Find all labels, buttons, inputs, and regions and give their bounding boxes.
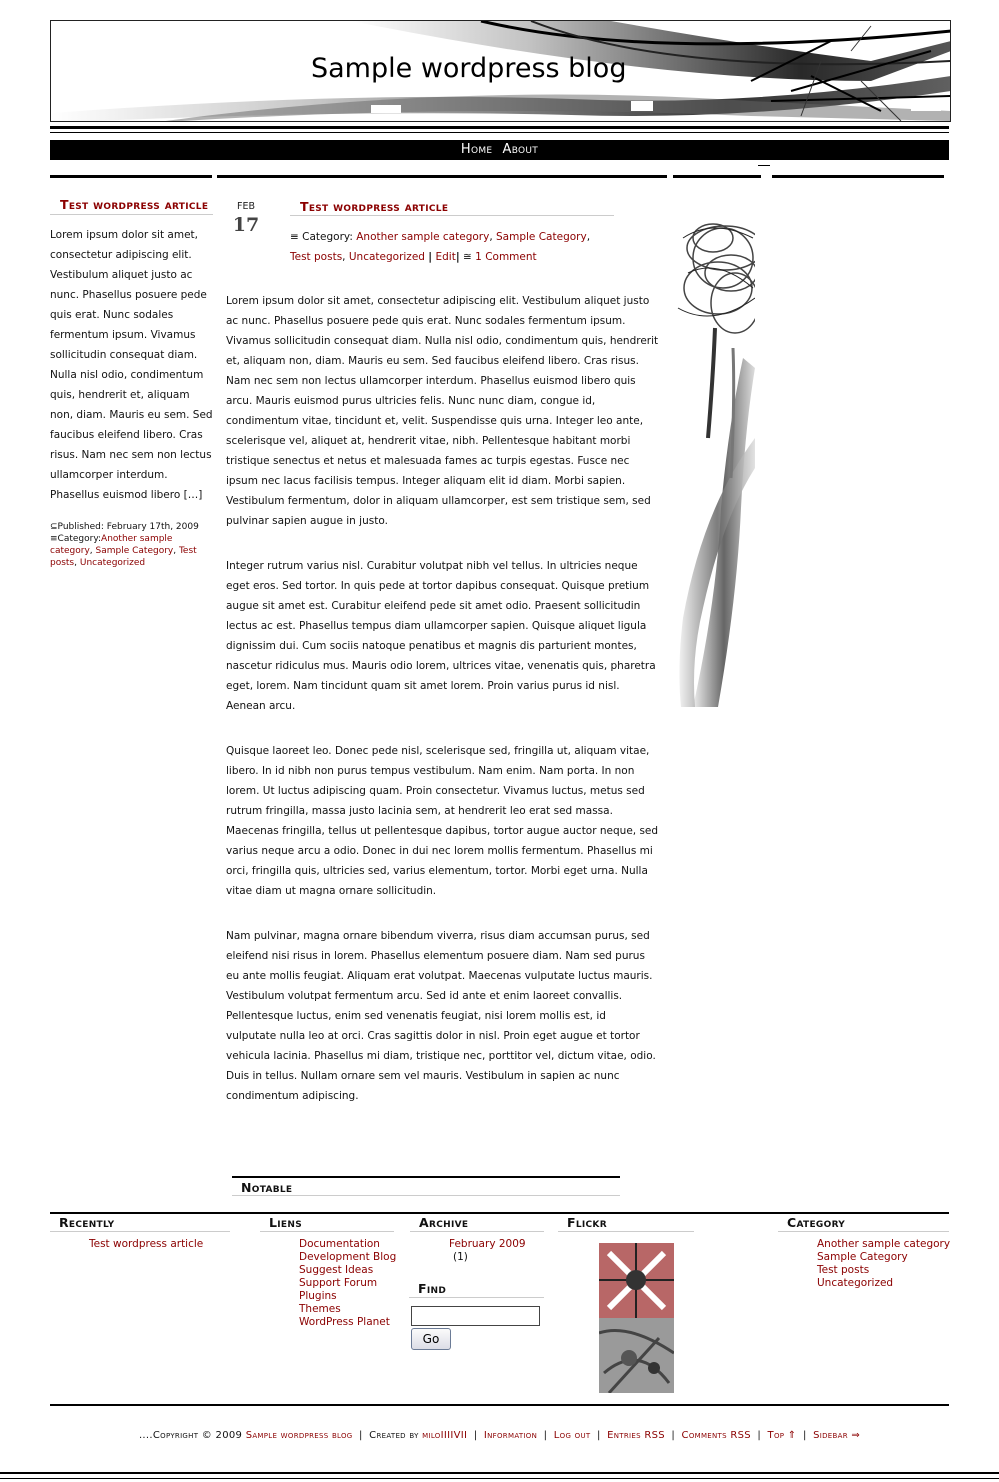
notable-rule <box>232 1176 620 1178</box>
footer-link-entries-rss[interactable]: Entries RSS <box>607 1430 665 1441</box>
widget-find <box>409 1282 544 1350</box>
published-date: Published: February 17th, 2009 <box>57 522 199 532</box>
search-input[interactable] <box>411 1306 540 1326</box>
main-nav <box>50 140 949 160</box>
left-post-meta: ⊆Published: February 17th, 2009 ≡Category:Another sample category, Sample Category, Test posts, Uncategorized <box>50 522 199 568</box>
post-paragraph: Integer rutrum varius nisl. Curabitur volutpat nibh vel tellus. In ultricies neque eget eros. Sed tortor. In quis pede at tortor dapibus consequat. Quisque pretium augue sit amet est. Curabitur eleifend pede sit amet odio. Praesent sollicitudin lectus ac est. Phasellus tempus diam ullamcorper sapien. Quisque aliquet ligula dignissim dui. Cum sociis natoque penatibus et magnis dis parturient montes, nascetur ridiculus mus. Mauris odio lorem, ultrices vitae, venenatis quis, pharetra eget, lorem. Nam tincidunt quam sit amet lorem. Proin varius purus id nisl. Aenean arcu. <box>226 560 656 712</box>
liens-link[interactable]: WordPress Planet <box>299 1316 390 1328</box>
widget-title-archive: Archive <box>410 1216 544 1232</box>
header-banner <box>50 20 951 122</box>
left-category-link[interactable]: Test posts <box>50 546 197 568</box>
archive-month-link[interactable]: February 2009 <box>449 1238 526 1250</box>
flickr-thumbnail[interactable] <box>599 1243 674 1393</box>
widget-title-category: Category <box>778 1216 949 1232</box>
left-post-title[interactable]: Test wordpress article <box>50 196 213 215</box>
column-marker <box>758 165 770 166</box>
left-category-link[interactable]: Uncategorized <box>79 558 146 568</box>
site-title[interactable]: Sample wordpress blog <box>311 53 627 84</box>
main-column-rule <box>217 175 667 178</box>
copyright-text: ....Copyright © 2009 <box>138 1430 243 1441</box>
post-date <box>226 201 266 236</box>
archive-count: (1) <box>453 1251 468 1263</box>
category-label: Category: <box>302 231 353 243</box>
published-icon: ⊆ <box>50 522 58 532</box>
liens-link[interactable]: Suggest Ideas <box>299 1264 374 1276</box>
header-divider <box>50 126 949 129</box>
footer-rule <box>50 1404 949 1406</box>
liens-link[interactable]: Support Forum <box>299 1277 378 1289</box>
post-paragraph: Lorem ipsum dolor sit amet, consectetur adipiscing elit. Vestibulum aliquet justo ac nunc. Phasellus posuere pede quis erat. Nunc sodales fermentum ipsum. Vivamus sollicitudin consequat diam. Nulla nisl odio, condimentum quis, hendrerit et, aliquam non, diam. Mauris eu sem. Sed faucibus eleifend libero. Cras risus. Nam nec sem non lectus ullamcorper interdum. Phasellus euismod libero quis arcu. Mauris euismod purus ultricies felis. Nunc nunc diam, congue id, condimentum vitae, tincidunt et, velit. Suspendisse quis urna. Integer leo ante, scelerisque vel, aliquet at, hendrerit vitae, nibh. Pellentesque habitant morbi tristique senectus et netus et malesuada fames ac turpis egestas. Fusce nec ipsum nec lacus facilisis tempus. Integer aliquam elit id diam. Morbi sapien. Vestibulum fermentum, dolor in aliquam ullamcorper, est sem tristique sem, sed pulvinar sapien augue in justo. <box>226 295 659 527</box>
left-post-excerpt: Lorem ipsum dolor sit amet, consectetur adipiscing elit. Vestibulum aliquet justo ac nunc. Phasellus posuere pede quis erat. Nunc sodales fermentum ipsum. Vivamus sollicitudin consequat diam. Nulla nisl odio, condimentum quis, hendrerit et, aliquam non, diam. Mauris eu sem. Sed faucibus eleifend libero. Cras risus. Nam nec sem non lectus ullamcorper interdum. Phasellus euismod libero […] <box>50 229 213 501</box>
widget-title-liens: Liens <box>260 1216 394 1232</box>
left-column-rule <box>50 175 212 178</box>
widget-archive <box>410 1216 544 1264</box>
notable-title: Notable <box>232 1180 620 1196</box>
post-body <box>226 291 659 1131</box>
widget-title-recently: Recently <box>50 1216 230 1232</box>
post-date-month: FEB <box>237 201 255 212</box>
footer-link-comments-rss[interactable]: Comments RSS <box>681 1430 751 1441</box>
recent-post-link[interactable]: Test wordpress article <box>89 1238 204 1250</box>
nav-item-about[interactable]: About <box>502 142 539 157</box>
widget-recently <box>50 1216 230 1251</box>
post-date-day: 17 <box>232 214 260 236</box>
post-category-link[interactable]: Another sample category <box>356 231 490 243</box>
category-link[interactable]: Another sample category <box>817 1238 951 1250</box>
nav-item-home[interactable]: Home <box>460 142 493 157</box>
post-paragraph: Quisque laoreet leo. Donec pede nisl, scelerisque sed, fringilla ut, aliquam vitae, libero. In id nibh non purus tempus vestibulum. Nam enim. Nam porta. In non lorem. Ut luctus adipiscing quam. Proin consectetur. Vivamus luctus, metus sed rutrum fringilla, massa justo lacinia sem, at hendrerit leo erat sed massa. Maecenas fringilla, tellus ut pellentesque dapibus, tortor augue auctor neque, sed varius neque arcu a odio. Donec in dui nec lorem mollis fermentum. Phasellus mi orci, fringilla quis, ultricies sed, varius elementum, tortor. Morbi eget urna. Nulla vitae diam ut magna ornare sollicitudin. <box>226 745 659 897</box>
comments-link[interactable]: 1 Comment <box>475 251 537 263</box>
page-bottom-rule <box>0 1472 999 1474</box>
comment-icon: ≅ <box>463 251 472 263</box>
widget-title-find: Find <box>409 1282 544 1298</box>
category-link[interactable]: Test posts <box>817 1264 870 1276</box>
sidebar-decorative-image <box>673 178 755 707</box>
category-link[interactable]: Sample Category <box>817 1251 908 1263</box>
left-category-link[interactable]: Another sample category <box>50 534 173 556</box>
header-divider-thin <box>50 132 949 133</box>
liens-link[interactable]: Plugins <box>299 1290 337 1302</box>
post-category-link[interactable]: Sample Category <box>496 231 587 243</box>
page-bottom-rule-thin <box>0 1478 999 1479</box>
post-meta: ≡ Category: Another sample category, Sample Category, Test posts, Uncategorized | Edit| ≅ 1 Comment <box>290 231 591 263</box>
footer-link-sidebar[interactable]: Sidebar ⇒ <box>813 1430 861 1441</box>
liens-link[interactable]: Themes <box>299 1303 341 1315</box>
edit-link[interactable]: Edit <box>435 251 456 263</box>
search-go-button[interactable]: Go <box>411 1328 451 1350</box>
footer-link-information[interactable]: Information <box>483 1430 538 1441</box>
liens-link[interactable]: Documentation <box>299 1238 380 1250</box>
post-category-link[interactable]: Test posts <box>290 251 343 263</box>
footer-link-top[interactable]: Top ⇑ <box>767 1430 797 1441</box>
widget-flickr <box>558 1216 694 1232</box>
category-label: Category: <box>57 534 102 544</box>
post-title[interactable]: Test wordpress article <box>290 200 614 216</box>
liens-link[interactable]: Development Blog <box>299 1251 397 1263</box>
widget-title-flickr: Flickr <box>558 1216 694 1232</box>
category-link[interactable]: Uncategorized <box>817 1277 894 1289</box>
widgets-rule <box>50 1212 949 1214</box>
widget-liens <box>260 1215 397 1329</box>
category-icon: ≡ <box>50 534 58 544</box>
footer-site-link[interactable]: Sample wordpress blog <box>245 1430 353 1441</box>
category-icon: ≡ <box>290 231 299 243</box>
copyright-bar: ....Copyright © 2009 Sample wordpress blog | Created by miloIIIIVII | Information | Log out | Entries RSS | Comments RSS | Top ⇑ | Sidebar ⇒ <box>138 1430 861 1441</box>
author-link[interactable]: miloIIIIVII <box>422 1430 468 1441</box>
widget-category <box>778 1216 949 1290</box>
left-category-link[interactable]: Sample Category <box>95 546 174 556</box>
footer-link-logout[interactable]: Log out <box>553 1430 591 1441</box>
created-by-label: Created by <box>369 1430 419 1441</box>
post-category-link[interactable]: Uncategorized <box>348 251 425 263</box>
left-sidebar <box>50 196 213 569</box>
far-right-column-rule <box>772 175 944 178</box>
post-paragraph: Nam pulvinar, magna ornare bibendum viverra, risus diam accumsan purus, sed eleifend nisi risus in lorem. Phasellus elementum posuere diam. Nam sed purus eu ante mollis feugiat. Aliquam erat volutpat. Maecenas vulputate luctus mauris. Vestibulum volutpat fermentum arcu. Sed id ante et enim laoreet convallis. Pellentesque luctus, enim sed venenatis feugiat, nisi lorem mollis est, id vulputate nulla leo at orci. Cras sagittis dolor in nisl. Proin eget augue et tortor vehicula lacinia. Phasellus mi diam, tristique nec, porttitor vel, dictum vitae, odio. Duis in tellus. Nullam ornare sem vel mauris. Vestibulum in sapien ac nunc condimentum adipiscing. <box>226 930 656 1102</box>
